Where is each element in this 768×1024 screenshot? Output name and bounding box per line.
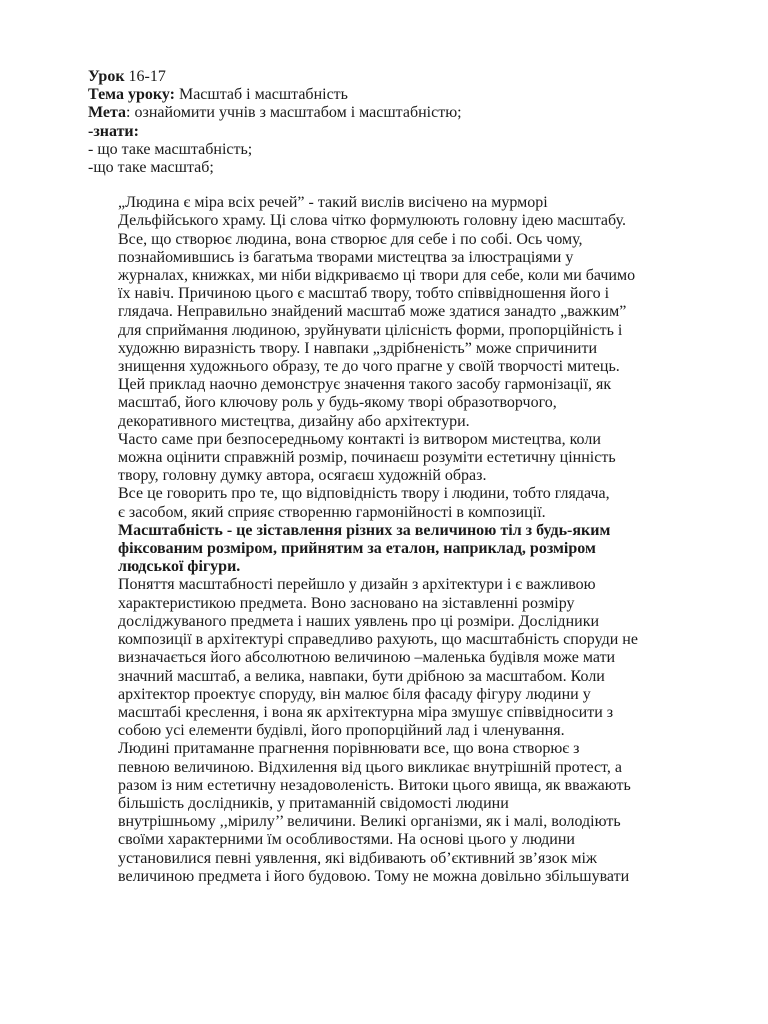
text-line: для сприймання людиною, зруйнувати цілісність форми, пропорційність і (118, 321, 623, 339)
text-line: досліджуваного предмета і наших уявлень про ці розміри. Дослідники (118, 612, 600, 630)
body-paragraph (88, 485, 688, 521)
body-text (88, 194, 688, 886)
text-line: установилися певні уявлення, які відбивають об’єктивний зв’язок між (118, 849, 597, 867)
text-line: є засобом, який сприяє створенню гармонійності в композиції. (118, 503, 546, 521)
text-line: людської фігури. (118, 558, 241, 576)
lesson-value: 16-17 (124, 68, 166, 85)
topic-value: Масштаб і масштабність (174, 86, 348, 104)
text-line: знищення художнього образу, те до чого прагне у своїй творчості митець. (118, 358, 620, 376)
text-line: композиції в архітектурі справедливо рахують, що масштабність споруди не (118, 631, 638, 649)
know-label: -знати: (88, 122, 139, 140)
text-line: Людині притаманне прагнення порівнювати все, що вона створює з (118, 740, 580, 758)
text-line: Все це говорить про те, що відповідність твору і людини, тобто глядача, (118, 485, 610, 503)
text-line: Часто саме при безпосередньому контакті із витвором мистецтва, коли (118, 430, 601, 448)
text-line: твору, головну думку автора, осягаєш художній образ. (118, 467, 487, 485)
body-paragraph (88, 194, 688, 431)
header-spacer (88, 177, 688, 194)
topic-label: Тема уроку: (88, 86, 175, 104)
text-line: внутрішньому ,,мірилу’’ величини. Великі організми, як і малі, володіють (118, 813, 621, 831)
text-line: Дельфійського храму. Ці слова чітко формулюють головну ідею масштабу. (118, 212, 626, 230)
lesson-label: Урок (88, 68, 125, 85)
text-line: декоративного мистецтва, дизайну або архітектури. (118, 412, 470, 430)
text-line: масштабі креслення, і вона як архітектурна міра змушує співвідносити з (118, 703, 614, 721)
text-line: визначається його абсолютною величиною –маленька будівля може мати (118, 649, 616, 667)
text-line: архітектор проектує споруду, він малює біля фасаду фігуру людини у (118, 685, 591, 703)
text-line: характеристикою предмета. Воно засновано на зіставленні розміру (118, 594, 575, 612)
text-line: „Людина є міра всіх речей” - такий вислів висічено на мурморі (118, 194, 548, 212)
lesson-topic-line (88, 86, 688, 104)
text-line: глядача. Неправильно знайдений масштаб може здатися занадто „важким” (118, 303, 627, 321)
text-line: певною величиною. Відхилення від цього викликає внутрішній протест, а (118, 758, 622, 776)
know-item: - що таке масштабність; (88, 140, 253, 158)
text-line: Масштабність - це зіставлення різних за величиною тіл з будь-яким (118, 521, 611, 539)
text-line: їх навіч. Причиною цього є масштаб твору, тобто співвідношення його і (118, 285, 610, 303)
text-line: разом із ним естетичну незадоволеність. Витоки цього явища, як вважають (118, 776, 631, 794)
text-line: познайомившись із багатьма творами мистецтва за ілюстраціями у (118, 248, 574, 266)
know-label-line (88, 123, 688, 141)
text-line: художню виразність твору. І навпаки „здрібненість” може спричинити (118, 339, 598, 357)
goal-value: : ознайомити учнів з масштабом і масштабністю; (126, 104, 462, 122)
text-line: значний масштаб, а велика, навпаки, бути дрібною за масштабом. Коли (118, 667, 605, 685)
lesson-header (88, 68, 688, 177)
text-line: Все, що створює людина, вона створює для себе і по собі. Ось чому, (118, 230, 583, 248)
text-line: Цей приклад наочно демонструє значення такого засобу гармонізації, як (118, 376, 612, 394)
text-line: можна оцінити справжній розмір, починаєш розуміти естетичну цінність (118, 449, 616, 467)
text-line: Поняття масштабності перейшло у дизайн з архітектури і є важливою (118, 576, 596, 594)
lesson-goal-line (88, 104, 688, 122)
text-line: величиною предмета і його будовою. Тому не можна довільно збільшувати (118, 867, 630, 885)
definition-paragraph (88, 522, 688, 577)
body-paragraph (88, 576, 688, 740)
know-item: -що таке масштаб; (88, 159, 214, 177)
lesson-number-line (88, 68, 688, 86)
document-page (88, 68, 688, 886)
text-line: масштаб, його ключову роль у будь-якому творі образотворчого, (118, 394, 557, 412)
body-paragraph (88, 740, 688, 886)
text-line: своїми характерними їм особливостями. На основі цього у людини (118, 831, 575, 849)
goal-label: Мета (88, 104, 127, 122)
text-line: журналах, книжках, ми ніби відкриваємо ці твори для себе, коли ми бачимо (118, 267, 636, 285)
body-paragraph (88, 431, 688, 486)
text-line: більшість дослідників, у притаманній свідомості людини (118, 794, 509, 812)
text-line: собою усі елементи будівлі, його пропорційний лад і членування. (118, 722, 565, 740)
text-line: фіксованим розміром, прийнятим за еталон, наприклад, розміром (118, 540, 596, 558)
